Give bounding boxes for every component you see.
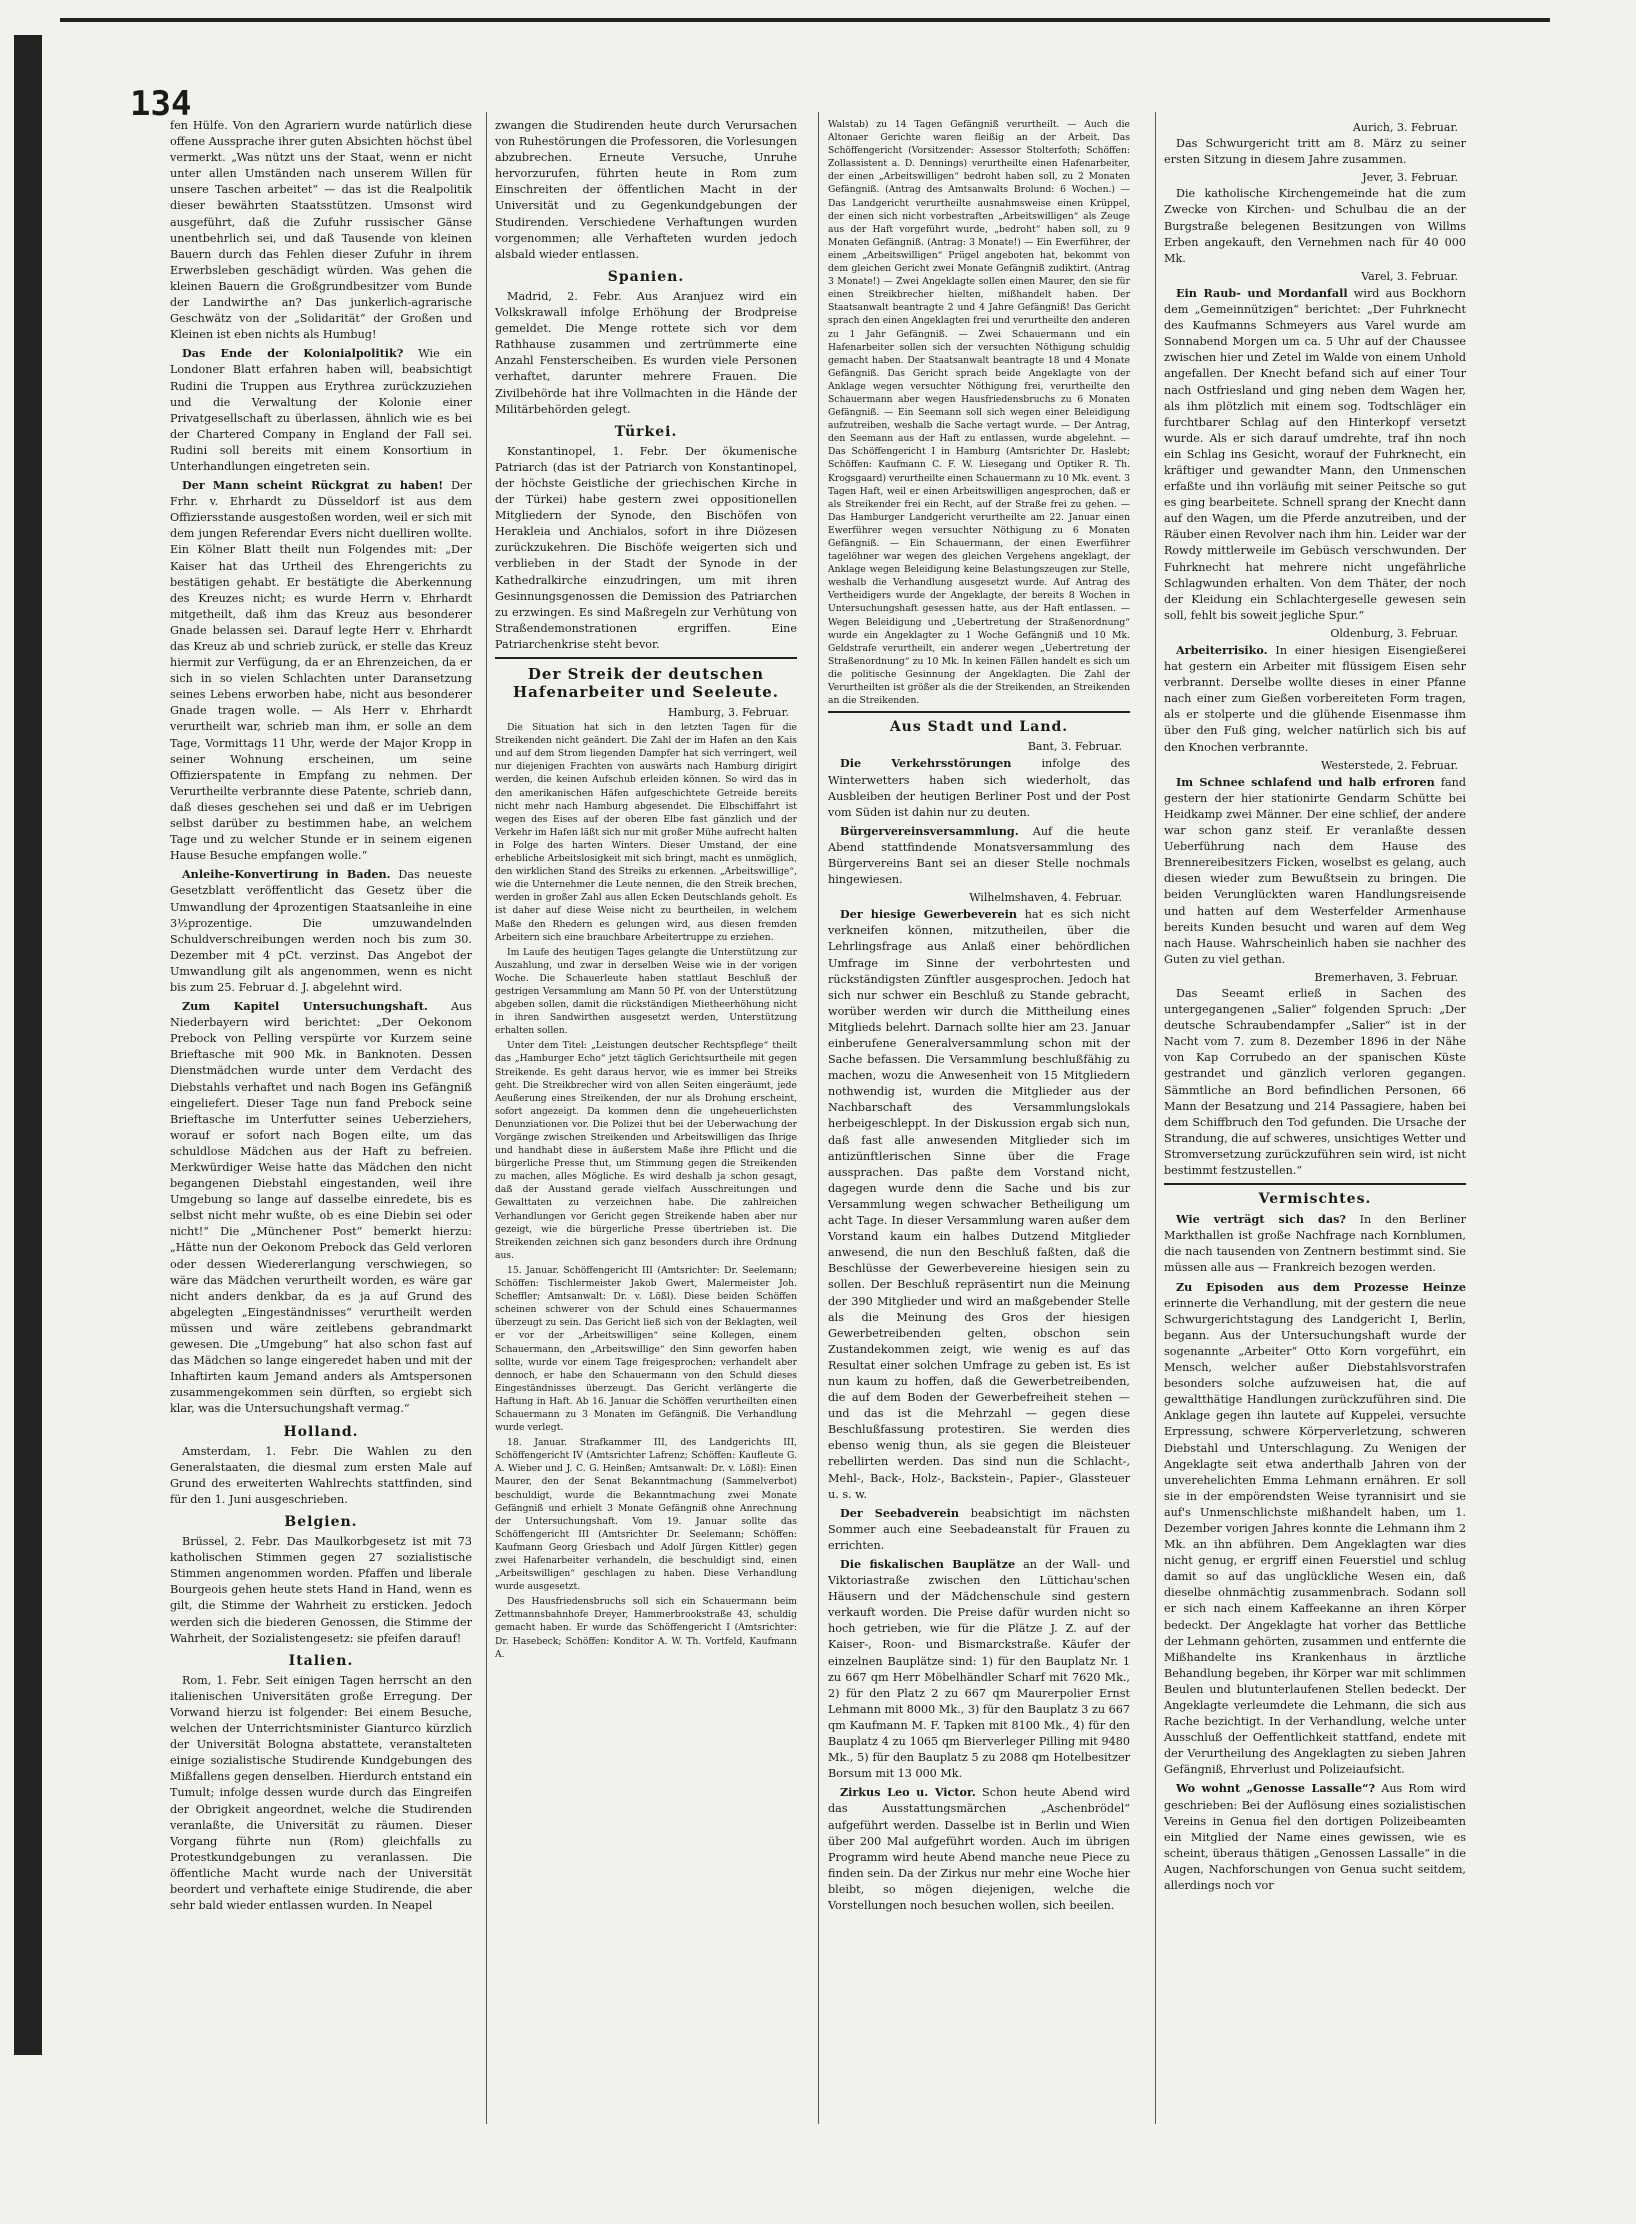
- section-heading: Belgien.: [284, 1513, 358, 1530]
- section-heading: Vermischtes.: [1258, 1191, 1372, 1208]
- article-paragraph: zwangen die Studirenden heute durch Verursachen von Ruhestörungen die Professoren, die Vorlesungen abzubrechen. Erneute Versuche, Unruhe hervorzurufen, führten heute in Rom zum Einschreiten der öffentlichen Macht in der Universität und zu Gegenkundgebungen der Studirenden. Verschiedene Verhaftungen wurden vorgenommen; alle Verhafteten wurden jedoch alsbald wieder entlassen.: [495, 119, 797, 261]
- article-paragraph: Rom, 1. Febr. Seit einigen Tagen herrscht an den italienischen Universitäten große Erregung. Der Vorwand hierzu ist folgender: Bei einem Besuche, welchen der Unterrichtsminister Gianturco kürzlich der Universität Bologna abstattete, veranstalteten einige sozialistische Studirende Kundgebungen des Mißfallens gegen denselben. Hierdurch entstand ein Tumult; infolge dessen wurde durch das Eingreifen der Obrigkeit angeordnet, welche die Studirenden veranlaßte, die Universität zu räumen. Dieser Vorgang führte nun (Rom) gleichfalls zu Protestkundgebungen zu veranlassen. Die öffentliche Macht wurde nach der Universität beordert und verhaftete einige Studirende, die aber sehr bald wieder entlassen wurden. In Neapel: [170, 1673, 472, 1913]
- article-heading: Wo wohnt „Genosse Lassalle“?: [1176, 1781, 1376, 1796]
- article-paragraph: Die Situation hat sich in den letzten Tagen für die Streikenden nicht geändert. Die Zahl der im Hafen an den Kais und auf dem Strom liegenden Dampfer hat sich verringert, weil nur diejenigen Frachten von auswärts nach Hamburg dirigirt werden, die keinen Aufschub erleiden können. So wird das in den amerikanischen Häfen aufgeschichtete Getreide bereits nicht mehr nach Hamburg abgesendet. Die Elbschiffahrt ist wegen des Eises auf der oberen Elbe fast gänzlich und der Verkehr im Hafen läßt sich nur mit großer Mühe aufrecht halten in Folge des harten Winters. Dieser Umstand, der eine erhebliche Arbeitslosigkeit mit sich bringt, macht es unmöglich, den wirklichen Stand des Streiks zu erkennen. „Arbeitswillige“, wie die Unternehmer die Leute nennen, die den Streik brechen, werden in großer Zahl aus allen Ecken Deutschlands geholt. Es ist daher auf diese Weise nicht zu beurtheilen, in welchem Maße den Rhedern es gelungen wird, aus diesen fremden Arbeitern sich eine brauchbare Arbeitertruppe zu erziehen.: [495, 722, 797, 943]
- article-paragraph: [828, 823, 1130, 888]
- article-paragraph: Im Laufe des heutigen Tages gelangte die Unterstützung zur Auszahlung, und zwar in derselben Weise wie in der vorigen Woche. Die Schauerleute haben stattlaut Beschluß der gestrigen Versammlung am Mann 50 Pf. von der Unterstützung abgeben sollen, damit die rückständigen Mietheerhöhung nicht in ihren Sandwirthen ausgesetzt werden, Unterstützung erhalten sollen.: [495, 946, 797, 1037]
- article-body: fand gestern der hier stationirte Gendarm Schütte bei Heidkamp zwei Männer. Der eine schlief, der andere war schon ganz steif. Er veranlaßte dessen Ueberführung nach dem Hause des Brennereibesitzers Ficken, woselbst es gelang, auch diesen wieder zum Bewußtsein zu bringen. Die beiden Verunglückten waren Handlungsreisende und hatten auf dem Westerfelder Armenhause bereits Kunden besucht und waren auf dem Weg nach Hause. Wahrscheinlich haben sie nachher des Guten zu viel gethan.: [1164, 775, 1466, 966]
- article-paragraph: Brüssel, 2. Febr. Das Maulkorbgesetz ist mit 73 katholischen Stimmen gegen 27 sozialistische Stimmen angenommen worden. Pfaffen und liberale Bourgeois gehen heute stets Hand in Hand, wenn es gilt, die Stimme der Wahrheit zu ersticken. Jedoch werden sich die biederen Genossen, die Stimme der Wahrheit, der Sozialistengesetz: sie pfeifen darauf!: [170, 1535, 472, 1645]
- article-heading: Der Seebadverein: [840, 1505, 960, 1520]
- article-paragraph: [828, 1556, 1130, 1782]
- article-paragraph: 15. Januar. Schöffengericht III (Amtsrichter: Dr. Seelemann; Schöffen: Tischlermeister Jakob Gwert, Malermeister Joh. Scheffler; Amtsanwalt: Dr. v. Lößl). Diese beiden Schöffen scheinen schwerer von der Schuld eines Schauermannes überzeugt zu sein. Das Gericht ließ sich von der Beklagten, weil er vor der „Arbeitswilligen“ seine Kollegen, einem Schauermann, den „Arbeitswillige“ den Sinn geworfen haben sollte, wurde vor einem Tage freigesprochen; verhandelt aber dennoch, er habe den Schauermann von den Schuld dieses Eingeständnisses überzeugt. Das Gericht verlängerte die Haftung in Haft. Ab 16. Januar die Schöffen verurtheilten einen Schauermann zu 3 Monaten im Gefängniß. Die Verhandlung wurde verlegt.: [495, 1264, 797, 1434]
- section-heading: Holland.: [283, 1423, 359, 1440]
- dateline: Westerstede, 2. Februar.: [1321, 758, 1458, 772]
- top-rule: [60, 18, 1550, 22]
- article-body: Schon heute Abend wird das Ausstattungsmärchen „Aschenbrödel“ aufgeführt werden. Dasselbe ist in Berlin und Wien über 200 Mal aufgeführt worden. Auch im übrigen Programm wird heute Abend manche neue Piece zu finden sein. Da der Zirkus nur mehr eine Woche hier bleibt, so mögen diejenigen, welche die Vorstellungen noch besuchen wollen, sich beeilen.: [828, 1786, 1130, 1912]
- section-heading: Italien.: [288, 1652, 354, 1669]
- article-body: infolge des Winterwetters haben sich wiederholt, das Ausbleiben der heutigen Berliner Post und der Post vom Süden ist dahin nur zu deuten.: [828, 757, 1130, 819]
- article-paragraph: fen Hülfe. Von den Agrariern wurde natürlich diese offene Aussprache ihrer guten Absichten höchst übel vermerkt. „Was nützt uns der Staat, wenn er nicht unter allen Umständen nach unserem Willen für unsere Taschen arbeitet“ — das ist die Realpolitik dieser bewährten Staatsstützen. Umsonst wird ausgeführt, daß die Zufuhr russischer Gänse unentbehrlich sei, und daß Tausende von kleinen Bauern durch das Fehlen dieser Zufuhr in ihrem Erwerbsleben geschädigt würden. Was gehen die kleinen Bauern die Großgrundbesitzer vom Bunde der Landwirthe an? Das junkerlich-agrarische Geschwätz von der „Solidarität“ der Großen und Kleinen ist eben nichts als Humbug!: [170, 119, 472, 342]
- article-heading: Die fiskalischen Bauplätze: [840, 1557, 1016, 1571]
- article-body: erinnerte die Verhandlung, mit der gestern die neue Schwurgerichtstagung des Landgericht I, Berlin, begann. Aus der Untersuchungshaft wurde der sogenannte „Arbeiter“ Otto Korn vorgeführt, ein Mensch, welcher außer Diebstahlsvorstrafen besonders solche aufzuweisen hat, die auf gewaltthätige Handlungen zurückzuführen sind. Die Anklage gegen ihn lautete auf Kuppelei, versuchte Erpressung, schwere Körperverletzung, schweren Diebstahl und Unterschlagung. Zu Wenigen der Angeklagte seit etwa anderthalb Jahren von der unverehelichten Emma Lehmann ernähren. Er soll sie in der empörendsten Weise tyrannisirt und sie auf's Unmenschlichste mißhandelt haben, um 1. Dezember vorigen Jahres konnte die Lehmann ihm 2 Mk. an ihn abführen. Dem Angeklagten war dies nicht genug, er ergriff einen Feuerstiel und schlug damit so auf das unglückliche Wesen ein, daß dieselbe ohnmächtig zusammenbrach. Sodann soll er sich nach einem Kaffeekanne an ihren Körper bedeckt. Der Angeklagte hat vorher das Bettliche der Lehmann gehörten, zusammen und entfernte die Mißhandelte ins Krankenhaus in ärztliche Behandlung begeben, ihr Körper war mit schlimmen Beulen und blutunterlaufenen Stellen bedeckt. Der Angeklagte verleumdete die Lehmann, die sich aus Rache bezichtigt. In der Verhandlung, welche unter Ausschluß der Oeffentlichkeit stattfand, endete mit der Verurtheilung des Angeklagten zu sieben Jahren Gefängniß, Ehrverlust und Polizeiaufsicht.: [1164, 1296, 1466, 1777]
- article-paragraph: Konstantinopel, 1. Febr. Der ökumenische Patriarch (das ist der Patriarch von Konstantinopel, der höchste Geistliche der griechischen Kirche in der Türkei) habe gestern zwei oppositionellen Mitgliedern der Synode, den Bischöfen von Herakleia und Anchialos, sofort in ihre Diözesen zurückzukehren. Die Bischöfe weigerten sich und verblieben in der Stadt der Synode in der Kathedralkirche einzudringen, um mit ihren Gesinnungsgenossen die Demission des Patriarchen zu erzwingen. Es sind Maßregeln zur Verhütung von Straßendemonstrationen ergriffen. Eine Patriarchenkrise steht bevor.: [495, 444, 797, 651]
- article-heading: Die Verkehrsstörungen: [840, 756, 1012, 771]
- article-paragraph: [1164, 1279, 1466, 1779]
- article-paragraph: [170, 477, 472, 864]
- dateline: Oldenburg, 3. Februar.: [1330, 626, 1458, 640]
- article-paragraph: [828, 1505, 1130, 1554]
- article-paragraph: [1164, 1780, 1466, 1894]
- section-heading: Spanien.: [607, 268, 685, 285]
- article-body: Aus Rom wird geschrieben: Bei der Auflösung eines sozialistischen Vereins in Genua fiel den dortigen Polizeibeamten ein Mitglied der Name eines gewissen, wie es scheint, überaus thätigen „Genossen Lassalle“ in die Augen, Nachforschungen von Genua sucht seitdem, allerdings noch vor: [1164, 1782, 1466, 1893]
- article-body: In den Berliner Markthallen ist große Nachfrage nach Kornblumen, die nach tausenden von Zentnern bestimmt sind. Sie müssen alle aus — Frankreich bezogen werden.: [1164, 1213, 1466, 1275]
- article-body: wird aus Bockhorn dem „Gemeinnützigen“ berichtet: „Der Fuhrknecht des Kaufmanns Schmeyers aus Varel wurde am Sonnabend Morgen um ca. 5 Uhr auf der Chaussee zwischen hier und Zetel im Walde von einem Unhold angefallen. Der Knecht befand sich auf einer Tour nach Ostfriesland und ging neben dem Wagen her, als ihm plötzlich mit einem sog. Todtschläger ein furchtbarer Schlag auf den Hinterkopf versetzt wurde. Als er sich darauf umdrehte, traf ihn noch ein Schlag ins Gesicht, worauf der Fuhrknecht, ein kräftiger und gewandter Mann, den Unmenschen erfaßte und ihn vorläufig mit seiner Peitsche so gut es ging bearbeitete. Schnell sprang der Knecht dann auf den Wagen, um die Pferde anzutreiben, und der Räuber einen Revolver nach ihm hin. Leider war der Rowdy mittlerweile im Gebüsch verschwunden. Der Fuhrknecht hat mehrere nicht ungefährliche Schlagwunden erhalten. Von dem Thäter, der noch der Kleidung ein Schlachtergeselle gewesen sein soll, fehlt bis soweit jegliche Spur.“: [1164, 286, 1466, 622]
- article-paragraph: Das Seeamt erließ in Sachen des untergegangenen „Salier“ folgenden Spruch: „Der deutsche Schraubendampfer „Salier“ ist in der Nacht vom 7. zum 8. Dezember 1896 in der Nähe von Kap Corrubedo an der spanischen Küste gestrandet und gänzlich verloren gegangen. Sämmtliche an Bord befindlichen Personen, 66 Mann der Besatzung und 214 Passagiere, haben bei dem Schiffbruch den Tod gefunden. Die Ursache der Strandung, die auf schweres, unsichtiges Wetter und Stromversetzung zurückzuführen sein wird, ist nicht bestimmt festzustellen.“: [1164, 986, 1466, 1177]
- column-3: [828, 118, 1130, 2128]
- dateline: Bremerhaven, 3. Februar.: [1314, 970, 1458, 984]
- divider: [828, 711, 1130, 713]
- article-paragraph: [170, 866, 472, 996]
- page-number: 134: [130, 84, 192, 124]
- article-body: an der Wall- und Viktoriastraße zwischen den Lüttichau'schen Häusern und der Mädchenschule sind gestern verkauft worden. Die Preise dafür wurden nicht so hoch getrieben, wie für die Plätze J. Z. auf der Kaiser-, Roon- und Bismarckstraße. Käufer der einzelnen Bauplätze sind: 1) für den Bauplatz Nr. 1 zu 667 qm Herr Möbelhändler Scharf mit 7620 Mk., 2) für den Platz 2 zu 667 qm Maurerpolier Ernst Lehmann mit 8000 Mk., 3) für den Bauplatz 3 zu 667 qm Kaufmann M. F. Tapken mit 8100 Mk., 4) für den Bauplatz 4 zu 1065 qm Bierverleger Pilling mit 9480 Mk., 5) für den Bauplatz 5 zu 2088 qm Hotelbesitzer Borsum mit 13 000 Mk.: [828, 1558, 1130, 1781]
- article-heading: Das Ende der Kolonialpolitik?: [182, 346, 404, 361]
- article-heading: Der Mann scheint Rückgrat zu haben!: [182, 478, 444, 493]
- section-heading: Türkei.: [614, 423, 678, 440]
- dateline: Bant, 3. Februar.: [1027, 740, 1122, 754]
- article-heading: Zirkus Leo u. Victor.: [840, 1785, 976, 1800]
- article-heading: Im Schnee schlafend und halb erfroren: [1176, 774, 1435, 789]
- column-2: [495, 118, 797, 2128]
- article-small-print: [495, 721, 797, 1661]
- article-paragraph: Madrid, 2. Febr. Aus Aranjuez wird ein Volkskrawall infolge Erhöhung der Brodpreise gemeldet. Die Menge rottete sich vor dem Rathhause zusammen und zertrümmerte eine Anzahl Fensterscheiben. Es wurden viele Personen verhaftet, darunter mehrere Frauen. Die Zivilbehörde hat ihre Vollmachten in die Hände der Militärbehörden gelegt.: [495, 289, 797, 416]
- article-heading: Anleihe-Konvertirung in Baden.: [182, 867, 391, 882]
- article-paragraph: Die katholische Kirchengemeinde hat die zum Zwecke von Kirchen- und Schulbau die an der Burgstraße belegenen Besitzungen von Willms Erben angekauft, den Vernehmen nach für 40 000 Mk.: [1164, 187, 1466, 265]
- article-paragraph: [170, 345, 472, 475]
- article-body: Wie ein Londoner Blatt erfahren haben will, beabsichtigt Rudini die Truppen aus Erythrea zurückzuziehen und die Verwaltung der Kolonie einer Privatgesellschaft zu überlassen, ähnlich wie es bei der Chartered Company in England der Fall sei. Rudini soll bereits mit einem Konsortium in Unterhandlungen eingetreten sein.: [170, 347, 472, 473]
- article-body: hat es sich nicht verkneifen können, mitzutheilen, über die Lehrlingsfrage aus Anlaß einer behördlichen Umfrage im Sinne der verbohrtesten und rückständigsten Zünftler ausgesprochen. Jedoch hat sich nur schwer ein Beschluß zu Stande gebracht, worüber werden wir durch die Mittheilung eines Mitglieds belehrt. Darnach sollte hier am 23. Januar einberufene Generalversammlung schon mit der Sache befassen. Die Versammlung beschlußfähig zu machen, wozu die Anwesenheit von 15 Mitgliedern nothwendig ist, wurden die Mitglieder aus der Nachbarschaft des Versammlungslokals herbeigeschleppt. In der Diskussion ergab sich nun, daß fast alle anwesenden Mitglieder sich im antizünftlerischen Sinne über die Frage aussprachen. Das paßte dem Vorstand nicht, dagegen wurde denn die Sache und bis zur Versammlung wegen schwacher Betheiligung um acht Tage. In dieser Versammlung waren außer dem Vorstand kaum ein halbes Dutzend Mitglieder anwesend, die nun den Beschluß faßten, daß die Beschlüsse der Gewerbevereine hiesigen sein zu sollen. Der Beschluß repräsentirt nun die Meinung der 390 Mitglieder und wird an maßgebender Stelle als die Meinung des Gros der hiesigen Gewerbetreibenden gelten, obschon sein Zustandekommen zeigt, wie wenig es auf das Resultat einer solchen Umfrage zu geben ist. Es ist nun kaum zu hoffen, daß die Gewerbetreibenden, die auf dem Boden der Gewerbefreiheit stehen — und das ist die Mehrzahl — gegen diese Beschlußfassung protestiren. Sie werden dies ebenso wenig thun, als sie gegen die Bleisteuer rebellirten werden. Das sind nun die Schlacht-, Mehl-, Back-, Holz-, Backstein-, Papier-, Glassteuer u. s. w.: [828, 908, 1130, 1501]
- article-body: Der Frhr. v. Ehrhardt zu Düsseldorf ist aus dem Offiziersstande ausgestoßen worden, weil er sich mit dem jungen Referendar Evers nicht duelliren wollte. Ein Kölner Blatt theilt nun Folgendes mit: „Der Kaiser hat das Urtheil des Ehrengerichts zu bestätigen gehabt. Er bestätigte die Aberkennung des Kreuzes nicht; es wurde Herrn v. Ehrhardt mitgetheilt, daß ihm das Kreuz aus besonderer Gnade belassen sei. Darauf legte Herr v. Ehrhardt das Kreuz ab und schrieb zurück, er stelle das Kreuz hiermit zur Verfügung, da er an Ehrenzeichen, da er sich in so vielen Schlachten unter Daransetzung seines Lebens erworben habe, nicht aus besonderer Gnade tragen wolle. — Als Herr v. Ehrhardt verurtheilt war, schrieb man ihm, er solle an dem Tage, Vormittags 11 Uhr, werde der Major Kropp in seiner Wohnung erscheinen, um seine Offizierspatente in Empfang zu nehmen. Der Verurtheilte verbrannte diese Patente, schrieb dann, daß dieses geschehen sei und daß er im Uebrigen selbst darüber zu bestimmen habe, an welchem Tage und zu welcher Stunde er in seinem eigenen Hause Besuche empfangen wolle.“: [170, 479, 472, 863]
- article-paragraph: Des Hausfriedensbruchs soll sich ein Schauermann beim Zettmannsbahnhofe Dreyer, Hammerbrookstraße 43, schuldig gemacht haben. Er wurde das Schöffengericht I (Amtsrichter: Dr. Hasebeck; Schöffen: Konditor A. W. Th. Vortfeld, Kaufmann A.: [495, 1596, 797, 1660]
- divider: [495, 657, 797, 659]
- article-body: In einer hiesigen Eisengießerei hat gestern ein Arbeiter mit flüssigem Eisen sehr verbrannt. Derselbe wollte dieses in einer Pfanne nach einer zum Gießen vorbereiteten Form tragen, als er stolperte und die glühende Eisenmasse ihm über den Fuß ging, welcher natürlich sich bis auf den Knochen verbrannte.: [1164, 644, 1466, 754]
- dateline: Wilhelmshaven, 4. Februar.: [969, 891, 1122, 905]
- article-paragraph: 18. Januar. Strafkammer III, des Landgerichts III, Schöffengericht IV (Amtsrichter Lafrenz; Schöffen: Kaufleute G. A. Wieber und J. C. G. Heinßen; Amtsanwalt: Dr. v. Lößl): Einen Maurer, den der Senat Bekanntmachung (Sammelverbot) beschuldigt, wurde die Bekanntmachung zwei Monate Gefängniß und erhielt 3 Monate Gefängniß ohne Anrechnung der Untersuchungshaft. Vom 19. Januar sollte das Schöffengericht III (Amtsrichter Dr. Seelemann; Schöffen: Kaufmann Georg Griesbach und Adolf Jürgen Kittler) gegen zwei Hafenarbeiter verhandeln, die beschuldigt sind, einen „Arbeitswilligen“ geschlagen zu haben. Diese Verhandlung wurde ausgesetzt.: [495, 1437, 797, 1593]
- column-4: [1164, 118, 1466, 2128]
- article-headline: Der Streik der deutschen Hafenarbeiter und Seeleute.: [512, 665, 780, 701]
- article-paragraph: Walstab) zu 14 Tagen Gefängniß verurtheilt. — Auch die Altonaer Gerichte waren fleißig an der Arbeit. Das Schöffengericht (Vorsitzender: Assessor Stolterfoth; Schöffen: Zollassistent a. D. Dennings) verurtheilte einen Hafenarbeiter, der einen „Arbeitswilligen“ bedroht haben soll, zu 2 Monaten Gefängniß. (Antrag des Amtsanwalts Brolund: 6 Wochen.) — Das Landgericht verurtheilte ausnahmsweise einen Krüppel, der einen sich nicht vorbestraften „Arbeitswilligen“ als Zeuge aus der Haft vorgeführt wurde, „bedroht“ haben soll, zu 9 Monaten Gefängniß. (Antrag: 3 Monate!) — Ein Ewerführer, der einem „Arbeitswilligen“ Prügel angeboten hat, bekommt von dem gleichen Gericht zwei Monate Gefängniß zudiktirt. (Antrag 3 Monate!) — Zwei Angeklagte sollen einen Maurer, den sie für einen Streikbrecher hielten, mißhandelt haben. Der Staatsanwalt beantragte 2 und 4 Jahre Gefängniß! Das Gericht sprach den einen Angeklagten frei und verurtheilte den anderen zu 1 Jahr Gefängniß. — Zwei Schauermann und ein Hafenarbeiter sollen sich der versuchten Nöthigung schuldig gemacht haben. Der Staatsanwalt beantragte 18 und 4 Monate Gefängniß. Das Gericht sprach beide Angeklagte von der Anklage wegen versuchter Nöthigung frei, verurtheilte den Schauermann aber wegen Hausfriedensbruchs zu 6 Monaten Gefängniß. — Ein Seemann soll sich wegen einer Beleidigung aufzutreiben, weshalb die Sache vertagt wurde. — Der Antrag, den Seemann aus der Haft zu entlassen, wurde abgelehnt. — Das Schöffengericht I in Hamburg (Amtsrichter Dr. Haslebt; Schöffen: Kaufmann C. F. W. Liesegang und Optiker R. Th. Krogsgaard) verurtheilte einen Schauermann zu 10 Mk. event. 3 Tagen Haft, weil er einen Arbeitswilligen angesprochen, daß er als Streikender frei ein Recht, auf der Straße frei zu gehen. — Das Hamburger Landgericht verurtheilte am 22. Januar einen Ewerführer wegen versuchter Nöthigung zu 6 Monaten Gefängniß. — Ein Schauermann, der einen Ewerführer tagelöhner war wegen des gleichen Vergehens angeklagt, der Anklage wegen Beleidigung keine Belastungszeugen zur Stelle, weshalb die Verhandlung ausgesetzt wurde. Auf Antrag des Vertheidigers wurde der Angeklagte, der bereits 8 Wochen in Untersuchungshaft gesessen hatte, aus der Haft entlassen. — Wegen Beleidigung und „Uebertretung der Straßenordnung“ wurde ein Angeklagter zu 1 Woche Gefängniß und 10 Mk. Geldstrafe verurtheilt, ein anderer wegen „Uebertretung der Straßenordnung“ zu 10 Mk. In keinen Fällen handelt es sich um die politische Gesinnung der Angeklagten. Die Zahl der Verurtheilten ist größer als die der Streikenden, an Streikenden an die Streikenden.: [828, 119, 1130, 707]
- article-heading: Ein Raub- und Mordanfall: [1176, 285, 1348, 300]
- divider: [1164, 1183, 1466, 1185]
- article-body: Auf die heute Abend stattfindende Monatsversammlung des Bürgervereins Bant sei an dieser Stelle nochmals hingewiesen.: [828, 824, 1130, 887]
- article-paragraph: [1164, 285, 1466, 624]
- article-paragraph: Unter dem Titel: „Leistungen deutscher Rechtspflege“ theilt das „Hamburger Echo“ jetzt täglich Gerichtsurtheile mit gegen Streikende. Es geht daraus hervor, wie es immer bei Streiks geht. Die Streikbrecher wird von allen Seiten eingeräumt, jede Aeußerung eines Streikenden, der nur als Drohung erscheint, sofort angezeigt. Da kommen denn die ungeheuerlichsten Denunziationen vor. Die Polizei thut bei der Ueberwachung der Vorgänge zwischen Streikenden und Arbeitswilligen das Ihrige und handhabt diese in äußerstem Maße ihre Pflicht und die bürgerliche Presse thut, um Stimmung gegen die Streikenden zu machen, alles Mögliche. Es wird deshalb ja schon gesagt, daß der Ausstand gerade vielfach Ausschreitungen und Gewalttaten zu verzeichnen habe. Die zahlreichen Verhandlungen vor Gericht gegen Streikende haben aber nur gezeigt, wie die bürgerliche Presse übertrieben ist. Die Streikenden zeichnen sich ganz besonders durch ihre Ordnung aus.: [495, 1040, 797, 1261]
- column-rule: [486, 112, 487, 2124]
- article-paragraph: [1164, 642, 1466, 756]
- article-paragraph: [1164, 1211, 1466, 1276]
- dateline: Aurich, 3. Februar.: [1352, 121, 1458, 134]
- article-paragraph: [828, 906, 1130, 1502]
- article-paragraph: [828, 755, 1130, 820]
- dateline: Varel, 3. Februar.: [1361, 269, 1458, 283]
- article-paragraph: Amsterdam, 1. Febr. Die Wahlen zu den Generalstaaten, die diesmal zum ersten Male auf Grund des erweiterten Wahlrechts stattfinden, sind für den 1. Juni ausgeschrieben.: [170, 1444, 472, 1506]
- article-body: Aus Niederbayern wird berichtet: „Der Oekonom Prebock von Pelling verspürte vor Kurzem seine Brieftasche mit 900 Mk. in Banknoten. Dessen Dienstmädchen wurde unter dem Verdacht des Diebstahls verhaftet und nach Bogen ins Gefängniß eingeliefert. Dieser Tage nun fand Prebock seine Brieftasche im Unterfutter seines Ueberziehers, worauf er sofort nach Bogen eilte, um das schuldlose Mädchen aus der Haft zu befreien. Merkwürdiger Weise hatte das Mädchen den nicht begangenen Diebstahl eingestanden, weil ihre Umgebung so lange auf dasselbe einredete, bis es selbst nicht mehr wußte, ob es eine Diebin sei oder nicht!“ Die „Münchener Post“ bemerkt hierzu: „Hätte nun der Oekonom Prebock das Geld verloren oder dessen Wiedererlangung verschwiegen, so wäre das Mädchen verurtheilt worden, es wäre gar nicht anders denkbar, da es ja auf Grund des abgelegten „Eingeständnisses“ verurtheilt werden müssen und wäre zeitlebens gebrandmarkt gewesen. Die „Umgebung“ hat also schon fast auf das Mädchen so lange eingeredet haben und mit der Inhaftirten kaum Jemand anders als Amtspersonen zusammengekommen sein dürften, so ergiebt sich klar, was die Untersuchungshaft vermag.“: [170, 1000, 472, 1416]
- article-heading: Zum Kapitel Untersuchungshaft.: [182, 999, 428, 1014]
- column-rule: [818, 112, 819, 2124]
- dateline: Hamburg, 3. Februar.: [667, 706, 789, 719]
- dateline: Jever, 3. Februar.: [1362, 171, 1458, 185]
- article-heading: Der hiesige Gewerbeverein: [840, 907, 1018, 922]
- article-heading: Bürgervereinsversammlung.: [840, 823, 1019, 838]
- section-heading: Aus Stadt und Land.: [889, 719, 1069, 736]
- article-body: beabsichtigt im nächsten Sommer auch eine Seebadeanstalt für Frauen zu errichten.: [828, 1506, 1130, 1552]
- article-paragraph: [828, 1784, 1130, 1914]
- column-rule: [1155, 112, 1156, 2124]
- article-heading: Wie verträgt sich das?: [1176, 1212, 1346, 1227]
- page-binding-edge: [14, 35, 42, 2055]
- article-heading: Zu Episoden aus dem Prozesse Heinze: [1176, 1279, 1466, 1294]
- column-1: [170, 118, 472, 2128]
- article-body: Das neueste Gesetzblatt veröffentlicht das Gesetz über die Umwandlung der 4prozentigen Staatsanleihe in eine 3½prozentige. Die umzuwandelnden Schuldverschreibungen werden noch bis zum 30. Dezember mit 4 pCt. verzinst. Das Angebot der Umwandlung gilt als angenommen, wenn es nicht bis zum 25. Februar d. J. abgelehnt wird.: [170, 868, 472, 994]
- local-news-section: [828, 719, 1130, 1914]
- article-paragraph: [170, 998, 472, 1417]
- article-paragraph: [1164, 774, 1466, 968]
- article-heading: Arbeiterrisiko.: [1176, 643, 1268, 657]
- article-paragraph: Das Schwurgericht tritt am 8. März zu seiner ersten Sitzung in diesem Jahre zusammen.: [1164, 137, 1466, 167]
